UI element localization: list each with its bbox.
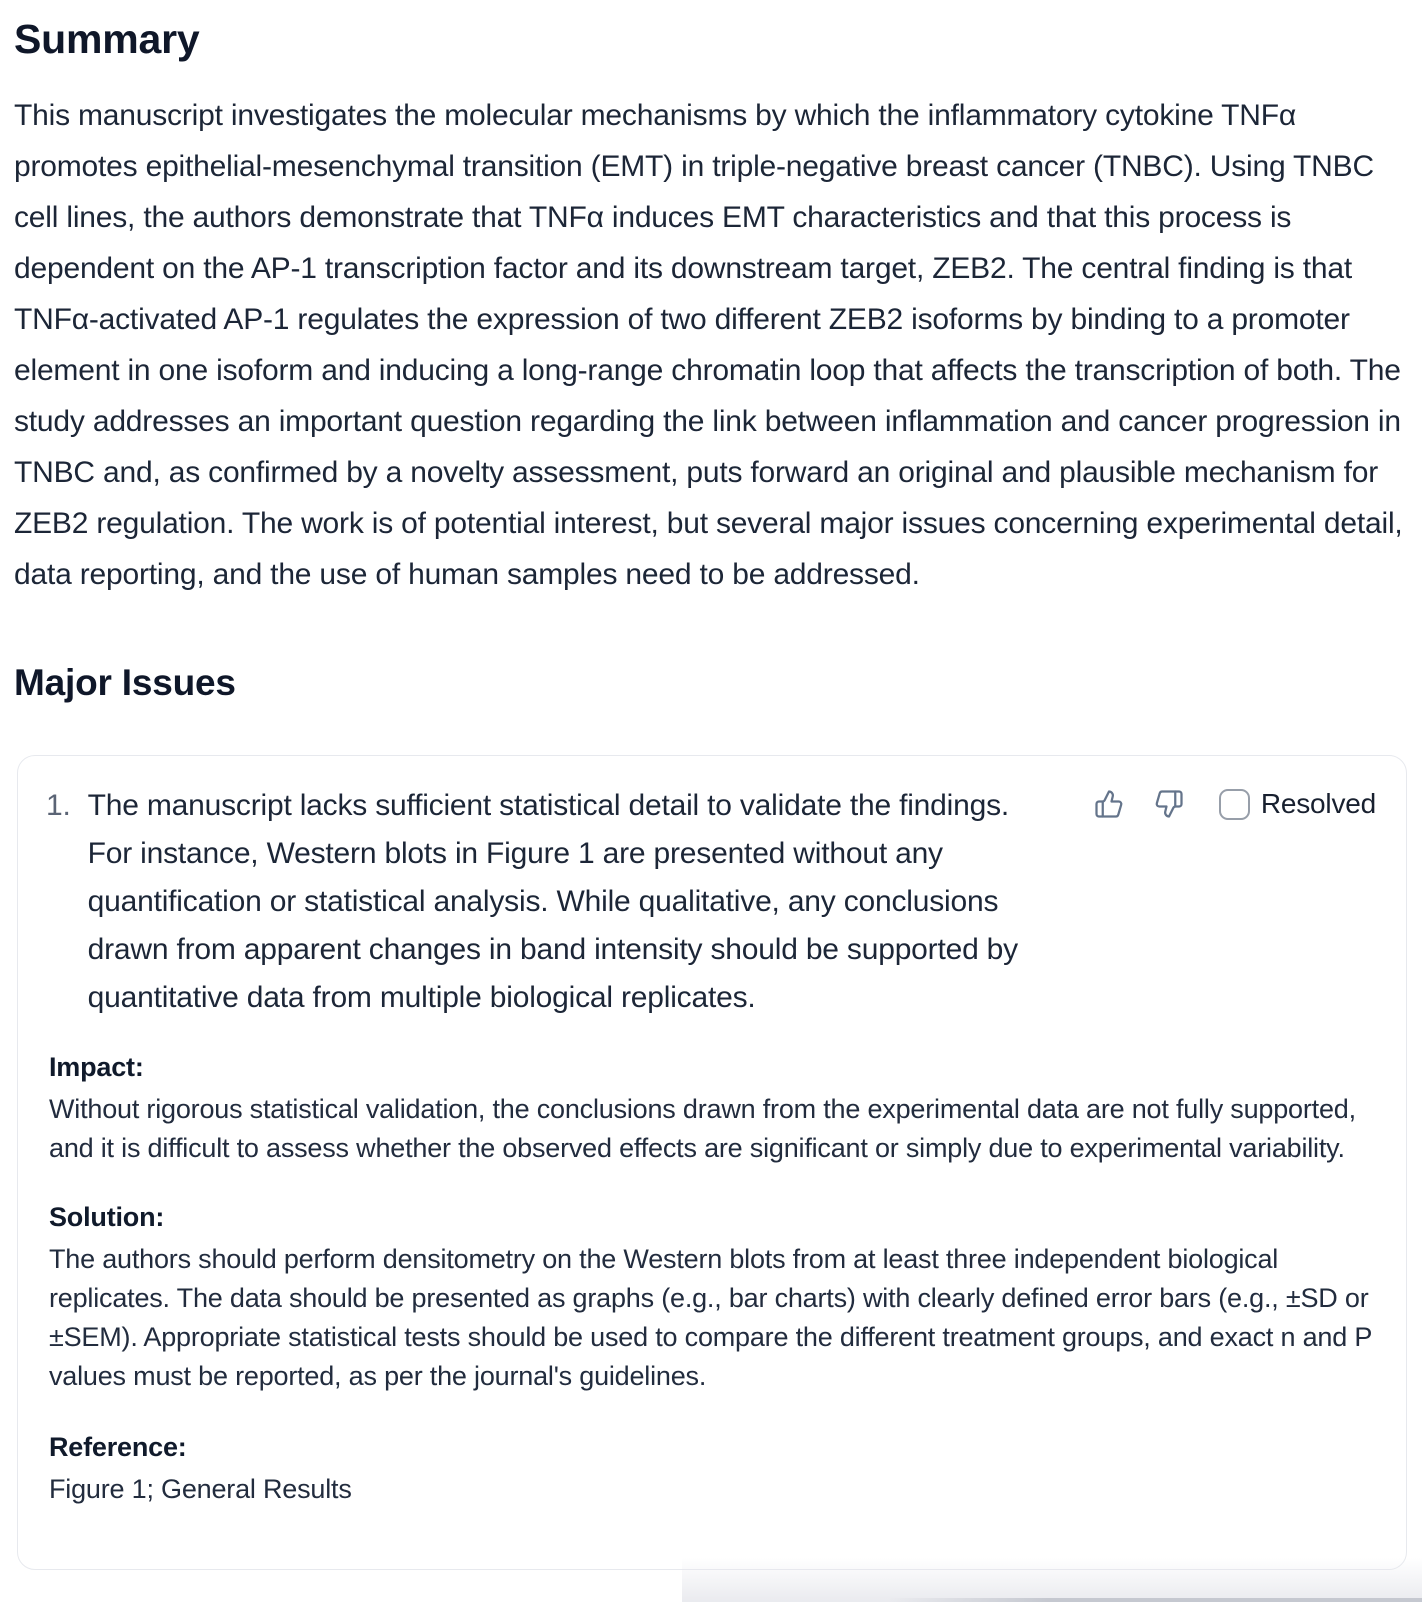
solution-text: The authors should perform densitometry on the Western blots from at least three independent biological replicates. The data should be presented as graphs (e.g., bar charts) with clearly defined error bars (e.g., ±SD or ±SEM). Appropriate statistical tests should be used to compare the different treatment groups, and exact n and P values must be reported, as per the journal's guidelines. [49,1244,1372,1391]
issue-card [17,755,1407,1570]
resolved-label: Resolved [1260,788,1376,819]
reference-section [49,1432,1376,1509]
impact-section [49,1052,1376,1168]
impact-label: Impact: [49,1052,144,1082]
summary-heading: Summary [14,16,200,62]
resolved-control[interactable] [1219,788,1376,820]
bottom-edge-shadow [888,1598,1422,1602]
resolved-checkbox[interactable] [1219,789,1250,820]
issue-header [46,782,1376,1022]
thumbs-down-button[interactable] [1153,788,1185,820]
solution-label: Solution: [49,1202,165,1232]
thumbs-down-icon [1154,789,1184,819]
thumbs-up-button[interactable] [1093,788,1125,820]
solution-section [49,1202,1376,1396]
issue-item [46,782,1051,1022]
issue-number: 1. [46,789,71,822]
reference-text: Figure 1; General Results [49,1474,352,1504]
thumbs-up-icon [1094,789,1124,819]
summary-paragraph: This manuscript investigates the molecular mechanisms by which the inflammatory cytokine TNFα promotes epithelial-mesenchymal transition (EMT) in triple-negative breast cancer (TNBC). Using TNBC cell lines, the authors demonstrate that TNFα induces EMT characteristics and that this process is dependent on the AP-1 transcription factor and its downstream target, ZEB2. The central finding is that TNFα-activated AP-1 regulates the expression of two different ZEB2 isoforms by binding to a promoter element in one isoform and inducing a long-range chromatin loop that affects the transcription of both. The study addresses an important question regarding the link between inflammation and cancer progression in TNBC and, as confirmed by a novelty assessment, puts forward an original and plausible mechanism for ZEB2 regulation. The work is of potential interest, but several major issues concerning experimental detail, data reporting, and the use of human samples need to be addressed. [14,99,1403,591]
issue-text: The manuscript lacks sufficient statistical detail to validate the findings. For instance, Western blots in Figure 1 are presented without any quantification or statistical analysis. While qualitative, any conclusions drawn from apparent changes in band intensity should be supported by quantitative data from multiple biological replicates. [87,789,1018,1014]
major-issues-heading: Major Issues [14,662,236,703]
reference-label: Reference: [49,1432,187,1462]
impact-text: Without rigorous statistical validation, the conclusions drawn from the experimental data are not fully supported, and it is difficult to assess whether the observed effects are significant or simply due to experimental variability. [49,1094,1356,1163]
issue-controls [1093,782,1376,820]
